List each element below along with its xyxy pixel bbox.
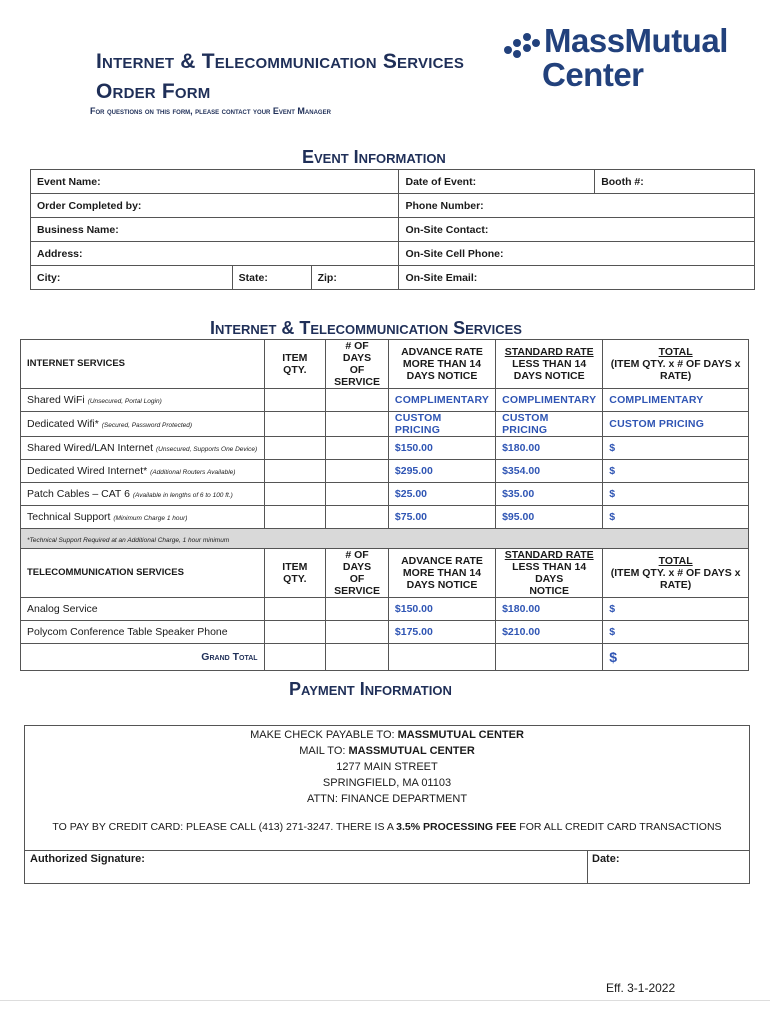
total-header: TOTAL (ITEM QTY. x # OF DAYS x RATE) [603,340,749,389]
event-name-field[interactable]: Event Name: [31,170,399,194]
service-row [21,389,749,412]
service-row [21,506,749,529]
date-of-event-field[interactable]: Date of Event: [399,170,595,194]
onsite-cell-field[interactable]: On-Site Cell Phone: [399,242,755,266]
payment-info-heading: Payment Information [289,679,452,699]
days-input[interactable] [326,506,389,529]
advance-rate: $150.00 [388,598,495,621]
grand-total-qty[interactable] [264,644,326,671]
total-input[interactable]: CUSTOM PRICING [603,412,749,437]
advance-rate: $295.00 [388,460,495,483]
logo-text-line2: Center [542,56,644,93]
item-qty-input[interactable] [264,483,326,506]
service-row [21,460,749,483]
service-name: Shared WiFi (Unsecured, Portal Login) [21,389,265,412]
grand-total-label: Grand Total [21,644,265,671]
days-input[interactable] [326,389,389,412]
standard-rate: $180.00 [496,437,603,460]
service-row [21,437,749,460]
onsite-contact-field[interactable]: On-Site Contact: [399,218,755,242]
total-input[interactable]: $ [603,460,749,483]
service-name: Analog Service [21,598,265,621]
mail-to-line: MAIL TO: MASSMUTUAL CENTER [299,745,475,757]
payment-info-box [24,725,750,884]
logo-dots-icon [502,30,542,60]
order-completed-by-field[interactable]: Order Completed by: [31,194,399,218]
effective-date: Eff. 3-1-2022 [606,981,676,995]
days-input[interactable] [326,460,389,483]
standard-rate: $180.00 [496,598,603,621]
grand-total-value[interactable]: $ [603,644,749,671]
logo-text-line1: MassMutual [544,22,728,59]
advance-rate: $25.00 [388,483,495,506]
authorized-signature-field[interactable]: Authorized Signature: [25,850,588,883]
grand-total-adv [388,644,495,671]
form-title-line2: Order Form [96,80,211,103]
item-qty-input[interactable] [264,506,326,529]
item-qty-input[interactable] [264,437,326,460]
advance-rate: $175.00 [388,621,495,644]
service-name: Dedicated Wifi* (Secured, Password Protected) [21,412,265,437]
service-row [21,598,749,621]
page-divider [0,1000,770,1001]
standard-rate-header: STANDARD RATE LESS THAN 14 DAYS NOTICE [496,340,603,389]
city-line: SPRINGFIELD, MA 01103 [322,777,452,789]
business-name-field[interactable]: Business Name: [31,218,399,242]
total-input[interactable]: $ [603,483,749,506]
telecom-services-header: TELECOMMUNICATION SERVICES [21,549,265,598]
service-name: Polycom Conference Table Speaker Phone [21,621,265,644]
total-input[interactable]: $ [603,506,749,529]
city-field[interactable]: City: [31,266,233,290]
days-input[interactable] [326,483,389,506]
grand-total-std [496,644,603,671]
days-input[interactable] [326,621,389,644]
days-header: # OF DAYS OF SERVICE [326,549,389,598]
payable-to-line: MAKE CHECK PAYABLE TO: MASSMUTUAL CENTER [250,729,524,741]
technical-support-footnote: *Technical Support Required at an Additional Charge, 1 hour minimum [21,529,749,549]
event-info-table [30,169,755,290]
standard-rate: $210.00 [496,621,603,644]
item-qty-input[interactable] [264,598,326,621]
phone-number-field[interactable]: Phone Number: [399,194,755,218]
standard-rate: $354.00 [496,460,603,483]
services-heading: Internet & Telecommunication Services [210,318,522,338]
state-field[interactable]: State: [232,266,311,290]
total-input[interactable]: COMPLIMENTARY [603,389,749,412]
internet-services-header: INTERNET SERVICES [21,340,265,389]
signature-date-field[interactable]: Date: [587,850,749,883]
street-line: 1277 MAIN STREET [336,761,438,773]
service-name: Technical Support (Minimum Charge 1 hour) [21,506,265,529]
massmutual-center-logo [502,22,742,94]
zip-field[interactable]: Zip: [311,266,399,290]
advance-rate: $75.00 [388,506,495,529]
advance-rate: $150.00 [388,437,495,460]
days-input[interactable] [326,598,389,621]
advance-rate-header: ADVANCE RATE MORE THAN 14 DAYS NOTICE [388,340,495,389]
standard-rate: $95.00 [496,506,603,529]
item-qty-header: ITEM QTY. [264,340,326,389]
booth-field[interactable]: Booth #: [595,170,755,194]
total-input[interactable]: $ [603,598,749,621]
days-input[interactable] [326,412,389,437]
standard-rate: COMPLIMENTARY [496,389,603,412]
item-qty-input[interactable] [264,621,326,644]
service-row [21,412,749,437]
service-name: Patch Cables – CAT 6 (Available in lengths of 6 to 100 ft.) [21,483,265,506]
total-input[interactable]: $ [603,621,749,644]
days-input[interactable] [326,437,389,460]
item-qty-header: ITEM QTY. [264,549,326,598]
standard-rate-header: STANDARD RATE LESS THAN 14 DAYS NOTICE [496,549,603,598]
item-qty-input[interactable] [264,412,326,437]
service-row [21,483,749,506]
address-field[interactable]: Address: [31,242,399,266]
item-qty-input[interactable] [264,389,326,412]
advance-rate: COMPLIMENTARY [388,389,495,412]
total-header: TOTAL (ITEM QTY. x # OF DAYS x RATE) [603,549,749,598]
service-name: Shared Wired/LAN Internet (Unsecured, Supports One Device) [21,437,265,460]
form-title-line1: Internet & Telecommunication Services [96,50,465,73]
credit-card-line: TO PAY BY CREDIT CARD: PLEASE CALL (413) 271-3247. THERE IS A 3.5% PROCESSING FEE FOR ALL CREDIT CARD TRANSACTIONS [52,821,722,833]
event-info-heading: Event Information [302,147,446,167]
advance-rate: CUSTOM PRICING [388,412,495,437]
total-input[interactable]: $ [603,437,749,460]
service-row [21,621,749,644]
standard-rate: CUSTOM PRICING [496,412,603,437]
form-subtitle: For questions on this form, please contact your Event Manager [90,106,331,116]
service-name: Dedicated Wired Internet* (Additional Routers Available) [21,460,265,483]
item-qty-input[interactable] [264,460,326,483]
standard-rate: $35.00 [496,483,603,506]
services-table [20,339,749,671]
grand-total-days[interactable] [326,644,389,671]
days-header: # OF DAYS OF SERVICE [326,340,389,389]
onsite-email-field[interactable]: On-Site Email: [399,266,755,290]
advance-rate-header: ADVANCE RATE MORE THAN 14 DAYS NOTICE [388,549,495,598]
attn-line: ATTN: FINANCE DEPARTMENT [306,793,468,805]
